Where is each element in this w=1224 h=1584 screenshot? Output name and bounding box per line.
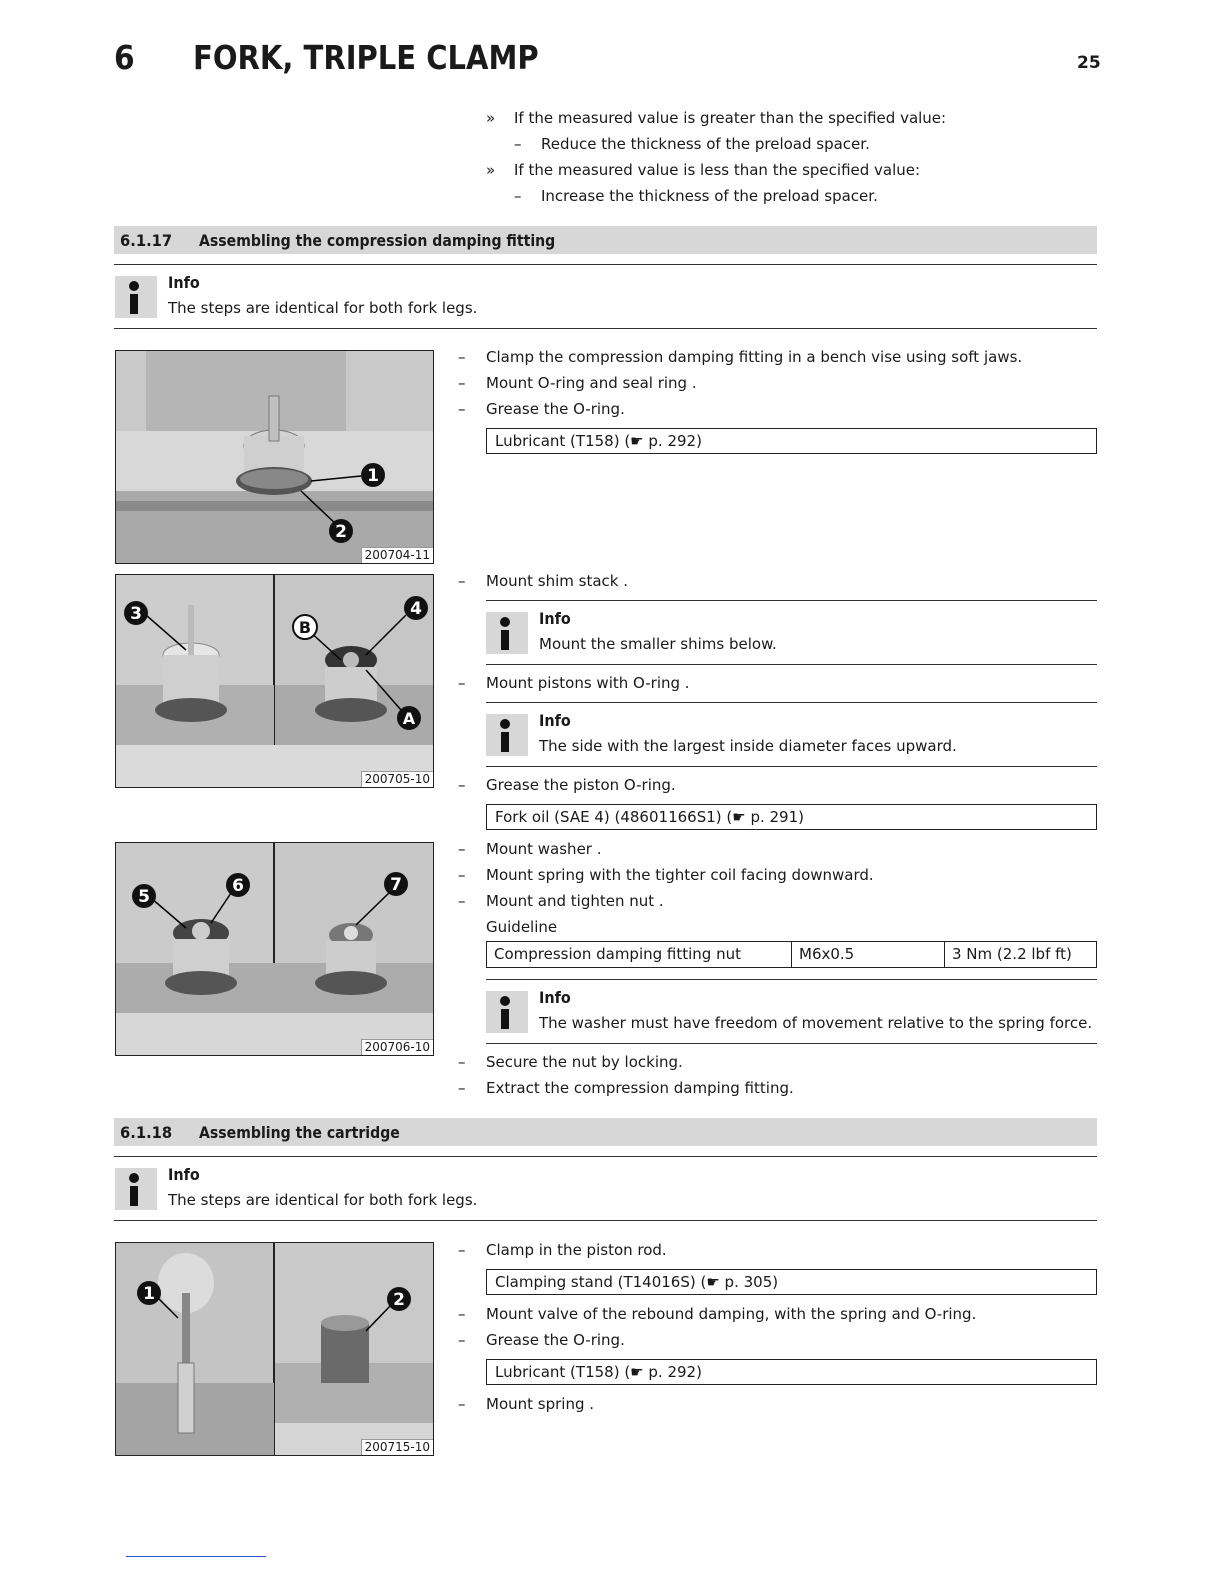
intro-marker-1: » [486, 109, 496, 127]
divider [486, 766, 1097, 767]
info-icon [486, 612, 528, 654]
info-icon [115, 276, 157, 318]
clamping-stand-reference: Clamping stand (T14016S) (☛ p. 305) [486, 1269, 1097, 1295]
callout-4: 4 [410, 599, 422, 619]
footer-link-line[interactable] [126, 1556, 266, 1557]
chapter-title: FORK, TRIPLE CLAMP [193, 38, 539, 77]
photo-id: 200705-10 [361, 771, 433, 787]
dash: – [458, 1079, 466, 1097]
divider [486, 979, 1097, 980]
dash: – [458, 1395, 466, 1413]
callout-7: 7 [390, 875, 402, 895]
intro-text-1: If the measured value is greater than the specified value: [514, 109, 947, 127]
photo-piston-rod-valve [115, 1242, 434, 1456]
photo-shim-stack-pistons [115, 574, 434, 788]
step-mount-oring: Mount O-ring and seal ring . [486, 374, 697, 392]
step-mount-washer: Mount washer . [486, 840, 602, 858]
chapter-number: 6 [114, 38, 135, 77]
dash: – [458, 1305, 466, 1323]
table-cell: M6x0.5 [792, 942, 945, 967]
step-mount-shim-stack: Mount shim stack . [486, 572, 629, 590]
intro-text-4: Increase the thickness of the preload spacer. [541, 187, 878, 205]
callout-3: 3 [130, 604, 142, 624]
divider [486, 1043, 1097, 1044]
info-icon [486, 714, 528, 756]
divider [486, 600, 1097, 601]
divider [486, 702, 1097, 703]
info-text: The side with the largest inside diameter faces upward. [539, 737, 957, 755]
step-clamp-fitting: Clamp the compression damping fitting in a bench vise using soft jaws. [486, 348, 1023, 366]
info-icon [486, 991, 528, 1033]
info-heading: Info [168, 273, 200, 292]
dash: – [458, 840, 466, 858]
dash: – [458, 674, 466, 692]
section-header-6-1-17 [114, 226, 1097, 254]
divider [114, 328, 1097, 329]
divider [114, 1156, 1097, 1157]
intro-marker-2: – [514, 135, 522, 153]
dash: – [458, 1241, 466, 1259]
info-text: Mount the smaller shims below. [539, 635, 777, 653]
intro-text-2: Reduce the thickness of the preload spacer. [541, 135, 870, 153]
step-grease-piston-oring: Grease the piston O-ring. [486, 776, 676, 794]
section-header-6-1-18 [114, 1118, 1097, 1146]
step-grease-oring: Grease the O-ring. [486, 400, 625, 418]
section-title: Assembling the cartridge [199, 1123, 400, 1142]
info-heading: Info [539, 988, 571, 1007]
callout-B: B [298, 618, 312, 637]
dash: – [458, 1053, 466, 1071]
dash: – [458, 374, 466, 392]
dash: – [458, 348, 466, 366]
step-mount-valve: Mount valve of the rebound damping, with the spring and O-ring. [486, 1305, 977, 1323]
fork-oil-reference: Fork oil (SAE 4) (48601166S1) (☛ p. 291) [486, 804, 1097, 830]
step-mount-pistons: Mount pistons with O-ring . [486, 674, 690, 692]
page-number: 25 [1077, 53, 1101, 73]
step-mount-spring: Mount spring . [486, 1395, 595, 1413]
step-clamp-piston-rod: Clamp in the piston rod. [486, 1241, 667, 1259]
photo-id: 200704-11 [361, 547, 433, 563]
dash: – [458, 892, 466, 910]
callout-2: 2 [393, 1290, 405, 1310]
torque-table [486, 941, 1097, 968]
info-text: The steps are identical for both fork legs. [168, 299, 478, 317]
info-heading: Info [539, 609, 571, 628]
dash: – [458, 400, 466, 418]
section-number: 6.1.18 [120, 1123, 173, 1142]
photo-id: 200706-10 [361, 1039, 433, 1055]
dash: – [458, 866, 466, 884]
callout-6: 6 [232, 876, 244, 896]
intro-marker-4: – [514, 187, 522, 205]
callout-A: A [402, 709, 416, 728]
divider [486, 664, 1097, 665]
guideline-label: Guideline [486, 918, 558, 936]
callout-1: 1 [367, 466, 379, 486]
step-secure-nut: Secure the nut by locking. [486, 1053, 683, 1071]
callout-2: 2 [335, 522, 347, 542]
info-heading: Info [539, 711, 571, 730]
dash: – [458, 1331, 466, 1349]
step-grease-oring: Grease the O-ring. [486, 1331, 625, 1349]
dash: – [458, 776, 466, 794]
divider [114, 1220, 1097, 1221]
callout-5: 5 [138, 887, 150, 907]
step-tighten-nut: Mount and tighten nut . [486, 892, 664, 910]
lubricant-reference: Lubricant (T158) (☛ p. 292) [486, 428, 1097, 454]
section-title: Assembling the compression damping fitting [199, 231, 556, 250]
photo-id: 200715-10 [361, 1439, 433, 1455]
info-text: The steps are identical for both fork legs. [168, 1191, 478, 1209]
photo-washer-spring-nut [115, 842, 434, 1056]
photo-compression-fitting-vise [115, 350, 434, 564]
dash: – [458, 572, 466, 590]
info-heading: Info [168, 1165, 200, 1184]
divider [114, 264, 1097, 265]
table-cell: Compression damping fitting nut [487, 942, 792, 967]
callout-1: 1 [143, 1284, 155, 1304]
intro-text-3: If the measured value is less than the specified value: [514, 161, 921, 179]
lubricant-reference: Lubricant (T158) (☛ p. 292) [486, 1359, 1097, 1385]
table-cell: 3 Nm (2.2 lbf ft) [952, 945, 1072, 963]
info-text: The washer must have freedom of movement relative to the spring force. [539, 1014, 1093, 1032]
section-number: 6.1.17 [120, 231, 173, 250]
intro-marker-3: » [486, 161, 496, 179]
step-extract-fitting: Extract the compression damping fitting. [486, 1079, 794, 1097]
info-icon [115, 1168, 157, 1210]
step-mount-spring: Mount spring with the tighter coil facing downward. [486, 866, 874, 884]
